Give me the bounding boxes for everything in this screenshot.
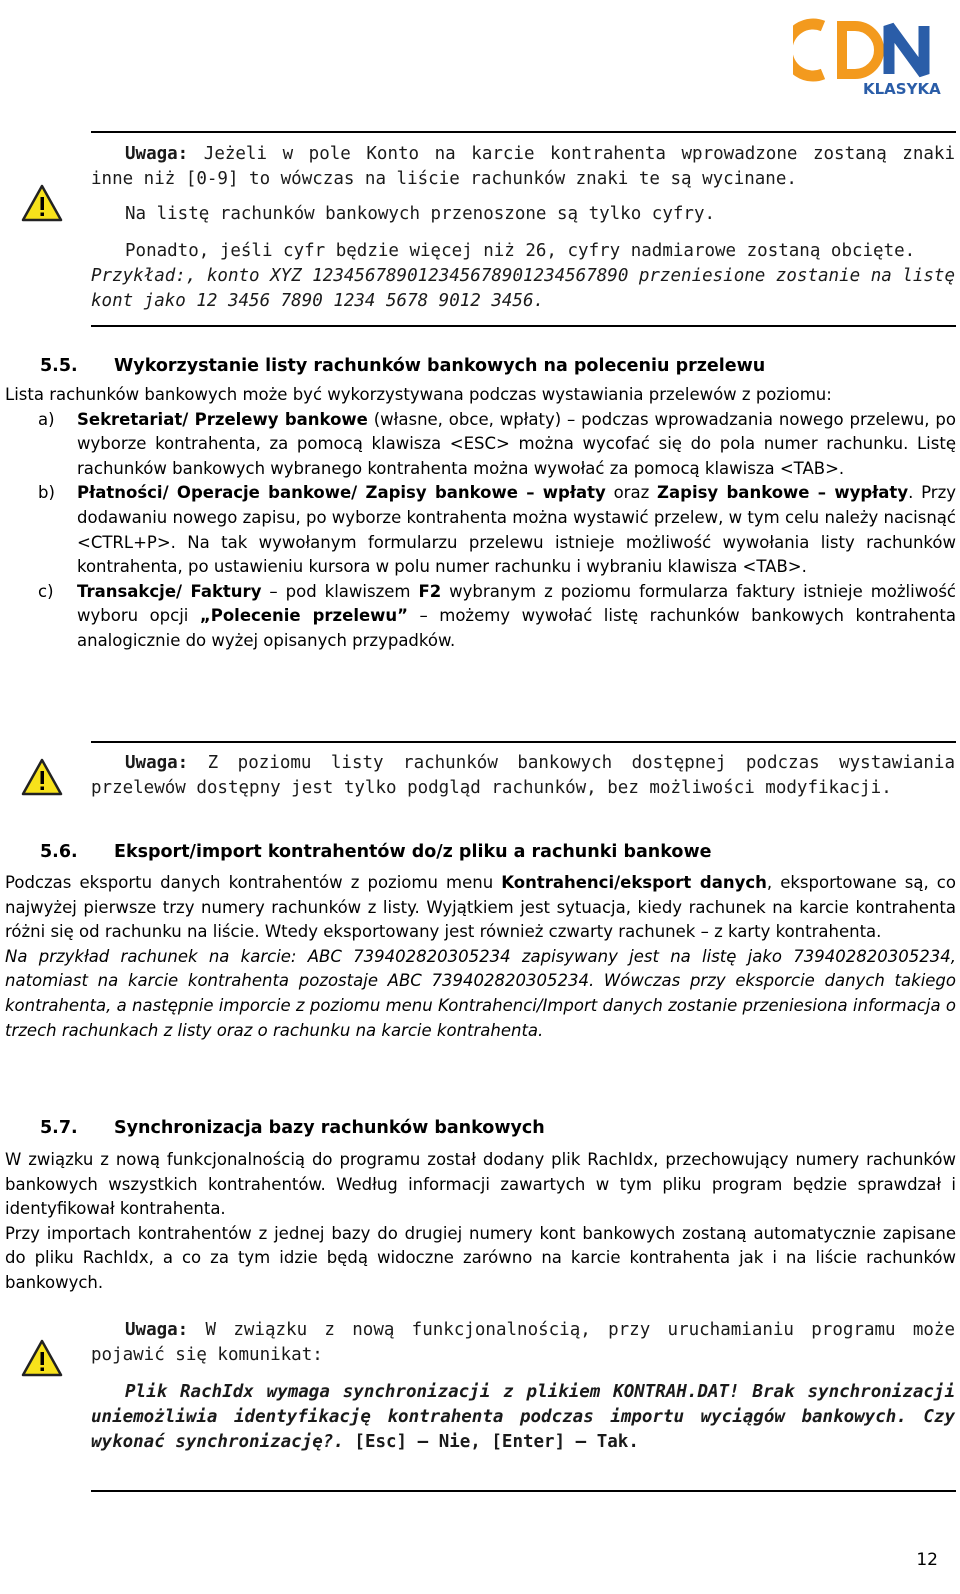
section-title: Eksport/import kontrahentów do/z pliku a rachunki bankowe	[114, 842, 712, 862]
paragraph: W związku z nową funkcjonalnością do programu został dodany plik RachIdx, przechowujący numery rachunków bankowych wszystkich kontrahentów. Według informacji zawartych w tym pliku program będzie sprawdzał i identyfikował kontrahenta.	[5, 1150, 956, 1219]
example-paragraph: Na przykład rachunek na karcie: ABC 739402820305234 zapisywany jest na listę jako 739402820305234, natomiast na karcie kontrahenta pozostaje ABC 739402820305234. Wówczas przy eksporcie danych takiego kontrahenta, a następnie imporcie z poziomu menu Kontrahenci/Import danych zostanie przeniesiona informacja o trzech rachunkach z listy oraz o rachunku na karcie kontrahenta.	[5, 946, 956, 1040]
note-bottom-rule	[91, 325, 956, 327]
paragraph-text: Podczas eksportu danych kontrahentów z poziomu menu	[5, 873, 502, 892]
paragraph: Lista rachunków bankowych może być wykorzystywana podczas wystawiania przelewów z poziomu:	[5, 385, 832, 404]
note-sync-message	[91, 1318, 955, 1455]
note-text: Z poziomu listy rachunków bankowych dostępnej podczas wystawiania przelewów dostępny jest tylko podgląd rachunków, bez możliwości modyfikacji.	[91, 753, 955, 798]
list-label: a)	[38, 409, 55, 429]
warning-icon	[21, 757, 63, 797]
note-label: Uwaga:	[125, 144, 189, 164]
note-top-rule	[91, 741, 956, 743]
menu-path: Transakcje/ Faktury	[77, 581, 262, 601]
list-text: . Przy dodawaniu nowego zapisu, po wyborze kontrahenta można wystawić przelew, w tym celu należy nacisnąć <CTRL+P>. Na tak wywołanym formularzu przelewu istnieje możliwość wywołania listy rachunków kontrahenta, po ustawieniu kursora w polu numer rachunku i wybraniu klawisza <TAB>.	[77, 483, 957, 577]
message-options: [Esc] – Nie, [Enter] – Tak.	[343, 1432, 639, 1452]
option-name: „Polecenie przelewu”	[199, 606, 408, 626]
list-item-a	[5, 408, 956, 482]
section-title: Synchronizacja bazy rachunków bankowych	[114, 1118, 545, 1138]
menu-path: Zapisy bankowe – wypłaty	[657, 483, 909, 503]
warning-icon	[21, 183, 63, 223]
section-number: 5.6.	[40, 842, 78, 862]
note-text: Ponadto, jeśli cyfr będzie więcej niż 26, cyfry nadmiarowe zostaną obcięte.	[125, 241, 916, 261]
list-text: – możemy wywołać listę rachunków bankowych kontrahenta analogicznie do wyżej opisanych przypadków.	[77, 606, 956, 650]
note-account-digits	[91, 142, 955, 314]
list-item-c	[5, 580, 956, 654]
paragraph: Przy importach kontrahentów z jednej bazy do drugiej numery kont bankowych zostaną automatycznie zapisane do pliku RachIdx, a co za tym idzie będą widoczne zarówno na karcie kontrahenta jak i na liście rachunków bankowych.	[5, 1223, 956, 1292]
logo-subtitle: KLASYKA	[863, 80, 941, 98]
paragraph-text: , eksportowane są, co najwyżej pierwsze trzy numery rachunków z listy. Wyjątkiem jest sytuacja, kiedy rachunek na karcie kontrahenta różni się od rachunku na liście. Wtedy eksportowany jest również czwarty rachunek – z karty kontrahenta.	[5, 873, 956, 942]
note-label: Uwaga:	[125, 753, 189, 773]
message-text: Plik RachIdx wymaga synchronizacji z plikiem KONTRAH.DAT! Brak synchronizacji uniemożliwia identyfikację kontrahenta podczas importu wyciągów bankowych. Czy wykonać synchronizację?.	[91, 1382, 955, 1452]
menu-path: Kontrahenci/eksport danych	[501, 873, 767, 892]
note-top-rule	[91, 131, 956, 133]
section-title: Wykorzystanie listy rachunków bankowych na poleceniu przelewu	[114, 356, 766, 376]
menu-path: Płatności/ Operacje bankowe/ Zapisy bankowe – wpłaty	[77, 483, 606, 503]
note-preview-only	[91, 751, 955, 801]
section-number: 5.5.	[40, 356, 78, 376]
list-item-b	[5, 481, 956, 579]
list-label: c)	[38, 581, 54, 601]
menu-path: Sekretariat/ Przelewy bankowe	[77, 409, 368, 429]
list-text: wybranym z poziomu formularza faktury istnieje możliwość wyboru opcji	[77, 581, 956, 626]
section-heading-5-6	[40, 842, 711, 862]
note-text: W związku z nową funkcjonalnością, przy uruchamianiu programu może pojawić się komunikat:	[91, 1320, 955, 1365]
system-message	[91, 1380, 955, 1455]
note-text: Na listę rachunków bankowych przenoszone są tylko cyfry.	[125, 204, 716, 224]
list-text: oraz	[605, 483, 658, 503]
list-text: – pod klawiszem	[261, 581, 419, 601]
list-label: b)	[38, 483, 55, 503]
paragraph	[5, 871, 956, 945]
note-text: Jeżeli w pole Konto na karcie kontrahenta wprowadzone zostaną znaki inne niż [0-9] to wówczas na liście rachunków znaki te są wycinane.	[91, 144, 955, 189]
section-heading-5-7	[40, 1118, 545, 1138]
cdn-klasyka-logo	[793, 16, 948, 98]
section-5-6-body	[5, 871, 956, 1043]
page-number: 12	[916, 1550, 938, 1570]
warning-icon	[21, 1338, 63, 1378]
section-heading-5-5	[40, 356, 765, 376]
section-5-7-body	[5, 1148, 956, 1296]
note-bottom-rule	[91, 1490, 956, 1492]
note-label: Uwaga:	[125, 1320, 189, 1340]
list-text: (własne, obce, wpłaty) – podczas wprowadzania nowego przelewu, po wyborze kontrahenta, za pomocą klawisza <ESC> można wycofać się do pola numer rachunku. Listę rachunków bankowych wybranego kontrahenta można wywołać za pomocą klawisza <TAB>.	[77, 409, 956, 478]
section-5-5-body	[5, 383, 956, 654]
key-name: F2	[418, 581, 442, 601]
note-example: Przykład:, konto XYZ 12345678901234567890123456789​0 przeniesione zostanie na listę kont jako 12 3456 7890 1234 5678 9012 3456.	[91, 266, 955, 311]
section-number: 5.7.	[40, 1118, 78, 1138]
